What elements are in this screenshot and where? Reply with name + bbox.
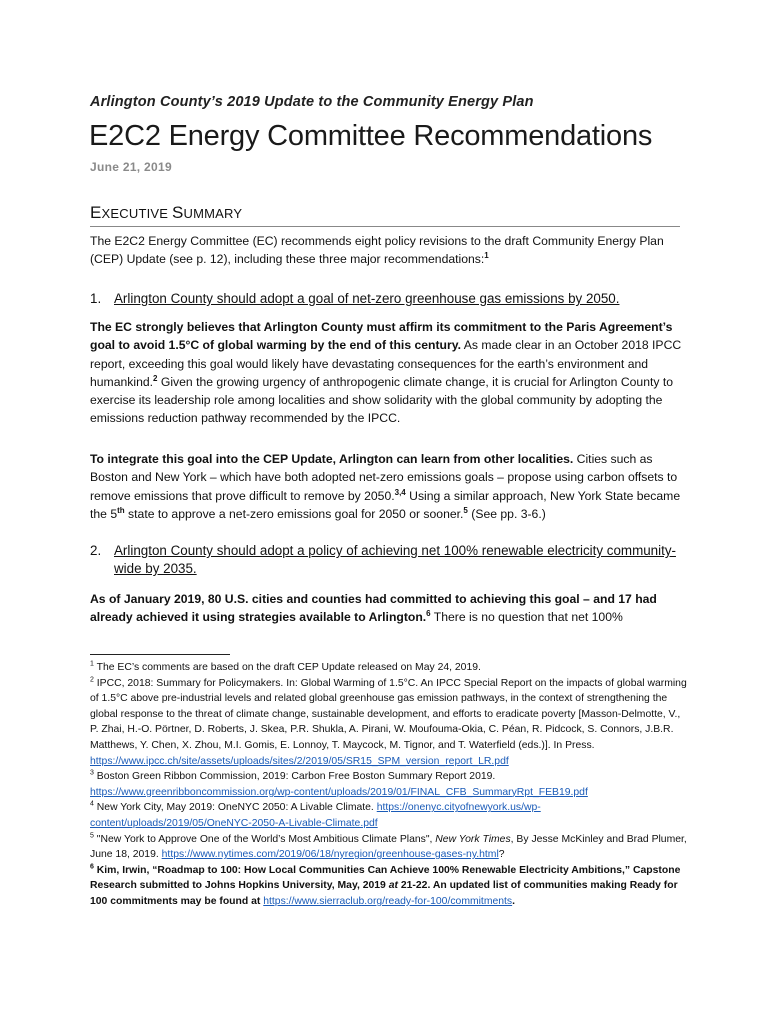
footnote-link[interactable]: https://www.greenribboncommission.org/wp-content/uploads/2019/01/FINAL_CFB_SummaryRpt_FEB19.pdf (90, 786, 588, 798)
footnote-text: ? (498, 849, 505, 861)
footnote-link[interactable]: https://www.nytimes.com/2019/06/18/nyregion/greenhouse-gases-ny.html (161, 849, 499, 861)
bold-lead: To integrate this goal into the CEP Update, Arlington can learn from other localities. (90, 452, 574, 466)
bold-lead: As of January 2019, 80 U.S. cities and counties had committed to achieving this goal – and 17 had already achieved it using strategies available to Arlington. (90, 592, 657, 625)
document-kicker: Arlington County’s 2019 Update to the Community Energy Plan (90, 94, 534, 110)
footnote-link[interactable]: https://www.ipcc.ch/site/assets/uploads/sites/2/2019/05/SR15_SPM_version_report_LR.pdf (90, 755, 509, 767)
recommendation-number: 2. (90, 543, 102, 558)
footnote-marker: 6 (90, 863, 94, 871)
recommendation-text: Arlington County should adopt a goal of net-zero greenhouse gas emissions by 2050. (114, 291, 620, 306)
footnote-divider (90, 654, 230, 655)
body-text: As made clear in an October 2018 IPCC report, exceeding this goal would likely have devastating consequences for the earth’s environment and humankind. (90, 338, 682, 389)
intro-paragraph (90, 232, 684, 269)
footnote-ref[interactable]: 1 (484, 251, 489, 261)
footnote-2 (90, 676, 690, 770)
heading-initial: S (171, 203, 184, 222)
footnote-marker: 1 (90, 660, 94, 668)
section-heading-executive-summary (90, 203, 680, 227)
footnote-text: Kim, Irwin, “Roadmap to 100: How Local Communities Can Achieve 100% Renewable Electricity Ambitions,” Capstone Research submitted to Johns Hopkins University, May, 2019 (90, 864, 681, 892)
footnote-link[interactable]: https://www.sierraclub.org/ready-for-100/commitments (263, 895, 513, 907)
body-text: Using a similar approach, New York State became the 5 (90, 488, 681, 521)
footnote-text: "New York to Approve One of the World’s Most Ambitious Climate Plans", (93, 833, 436, 845)
footnote-link[interactable]: https://onenyc.cityofnewyork.us/wp-content/uploads/2019/05/OneNYC-2050-A-Livable-Climate.pdf (90, 802, 541, 829)
footnotes (90, 660, 690, 910)
recommendation-2-heading (90, 542, 684, 578)
body-text: state to approve a net-zero emissions goal for 2050 or sooner. (124, 506, 464, 521)
footnote-marker: 2 (90, 676, 94, 684)
recommendation-1-paragraph-1 (90, 318, 684, 428)
footnote-marker: 3 (90, 769, 94, 777)
body-text: Cities such as Boston and New York – which have both adopted net-zero emissions goals – propose using carbon offsets to remove emissions that prove difficult to remove by 2050. (90, 452, 678, 503)
footnote-italic: at (388, 880, 398, 892)
footnote-text: , By Jesse McKinley and Brad Plumer, June 18, 2019. (90, 833, 687, 861)
footnote-3 (90, 769, 690, 800)
body-text: There is no question that net 100% (430, 610, 623, 625)
footnote-ref[interactable]: 6 (426, 609, 431, 619)
footnote-text: IPCC, 2018: Summary for Policymakers. In: Global Warming of 1.5°C. An IPCC Special Report on the impacts of global warming of 1.5°C above pre-industrial levels and related global greenhouse gas emission pathways, in the context of strengthening the global response to the threat of climate change, sustainable development, and efforts to eradicate poverty [Masson-Delmotte, V., P. Zhai, H.-O. Pörtner, D. Roberts, J. Skea, P.R. Shukla, A. Pirani, W. Moufouma-Okia, C. Péan, R. Pidcock, S. Connors, J.B.R. Matthews, Y. Chen, X. Zhou, M.I. Gomis, E. Lonnoy, T. Maycock, M. Tignor, and T. Waterfield (eds.)]. In Press. (90, 677, 687, 751)
body-text: (See pp. 3-6.) (467, 506, 546, 521)
footnote-text: Boston Green Ribbon Commission, 2019: Carbon Free Boston Summary Report 2019. (93, 771, 496, 783)
recommendation-1-heading (90, 290, 684, 308)
heading-initial: E (90, 203, 102, 222)
recommendation-number: 1. (90, 291, 102, 306)
footnote-publication: New York Times (435, 833, 511, 845)
recommendation-text: Arlington County should adopt a policy of achieving net 100% renewable electricity community-wide by 2035. (114, 543, 676, 576)
page-title: E2C2 Energy Committee Recommendations (89, 120, 653, 152)
recommendation-1-paragraph-2 (90, 450, 684, 523)
footnote-marker: 4 (90, 800, 94, 808)
footnote-ref[interactable]: 5 (463, 505, 468, 515)
intro-text: The E2C2 Energy Committee (EC) recommends eight policy revisions to the draft Community Energy Plan (CEP) Update (see p. 12), including these three major recommendations: (90, 234, 664, 267)
footnote-ref[interactable]: 2 (153, 373, 158, 383)
footnote-text: . (512, 895, 516, 907)
ordinal-suffix: th (117, 505, 125, 515)
document-date: June 21, 2019 (90, 160, 172, 174)
heading-rest: XECUTIVE (101, 206, 172, 221)
footnote-text: The EC’s comments are based on the draft CEP Update released on May 24, 2019. (93, 662, 481, 673)
footnote-ref[interactable]: 3,4 (394, 487, 406, 497)
heading-rest: UMMARY (183, 206, 243, 221)
footnote-marker: 5 (90, 832, 94, 840)
footnote-4 (90, 800, 690, 831)
footnote-1 (90, 660, 690, 676)
recommendation-2-paragraph-1 (90, 590, 684, 627)
bold-lead: The EC strongly believes that Arlington County must affirm its commitment to the Paris Agreement’s goal to avoid 1.5°C of global warming by the end of this century. (90, 320, 673, 353)
footnote-5 (90, 832, 690, 863)
footnote-text: 21-22. An updated list of communities making Ready for 100 commitments may be found at (90, 880, 678, 907)
footnote-text: New York City, May 2019: OneNYC 2050: A Livable Climate. (93, 802, 374, 814)
body-text: Given the growing urgency of anthropogenic climate change, it is crucial for Arlington County to exercise its leadership role among localities and show solidarity with the global community by adopting the emissions reduction pathway recommended by the IPCC. (90, 374, 674, 426)
footnote-6 (90, 863, 690, 910)
